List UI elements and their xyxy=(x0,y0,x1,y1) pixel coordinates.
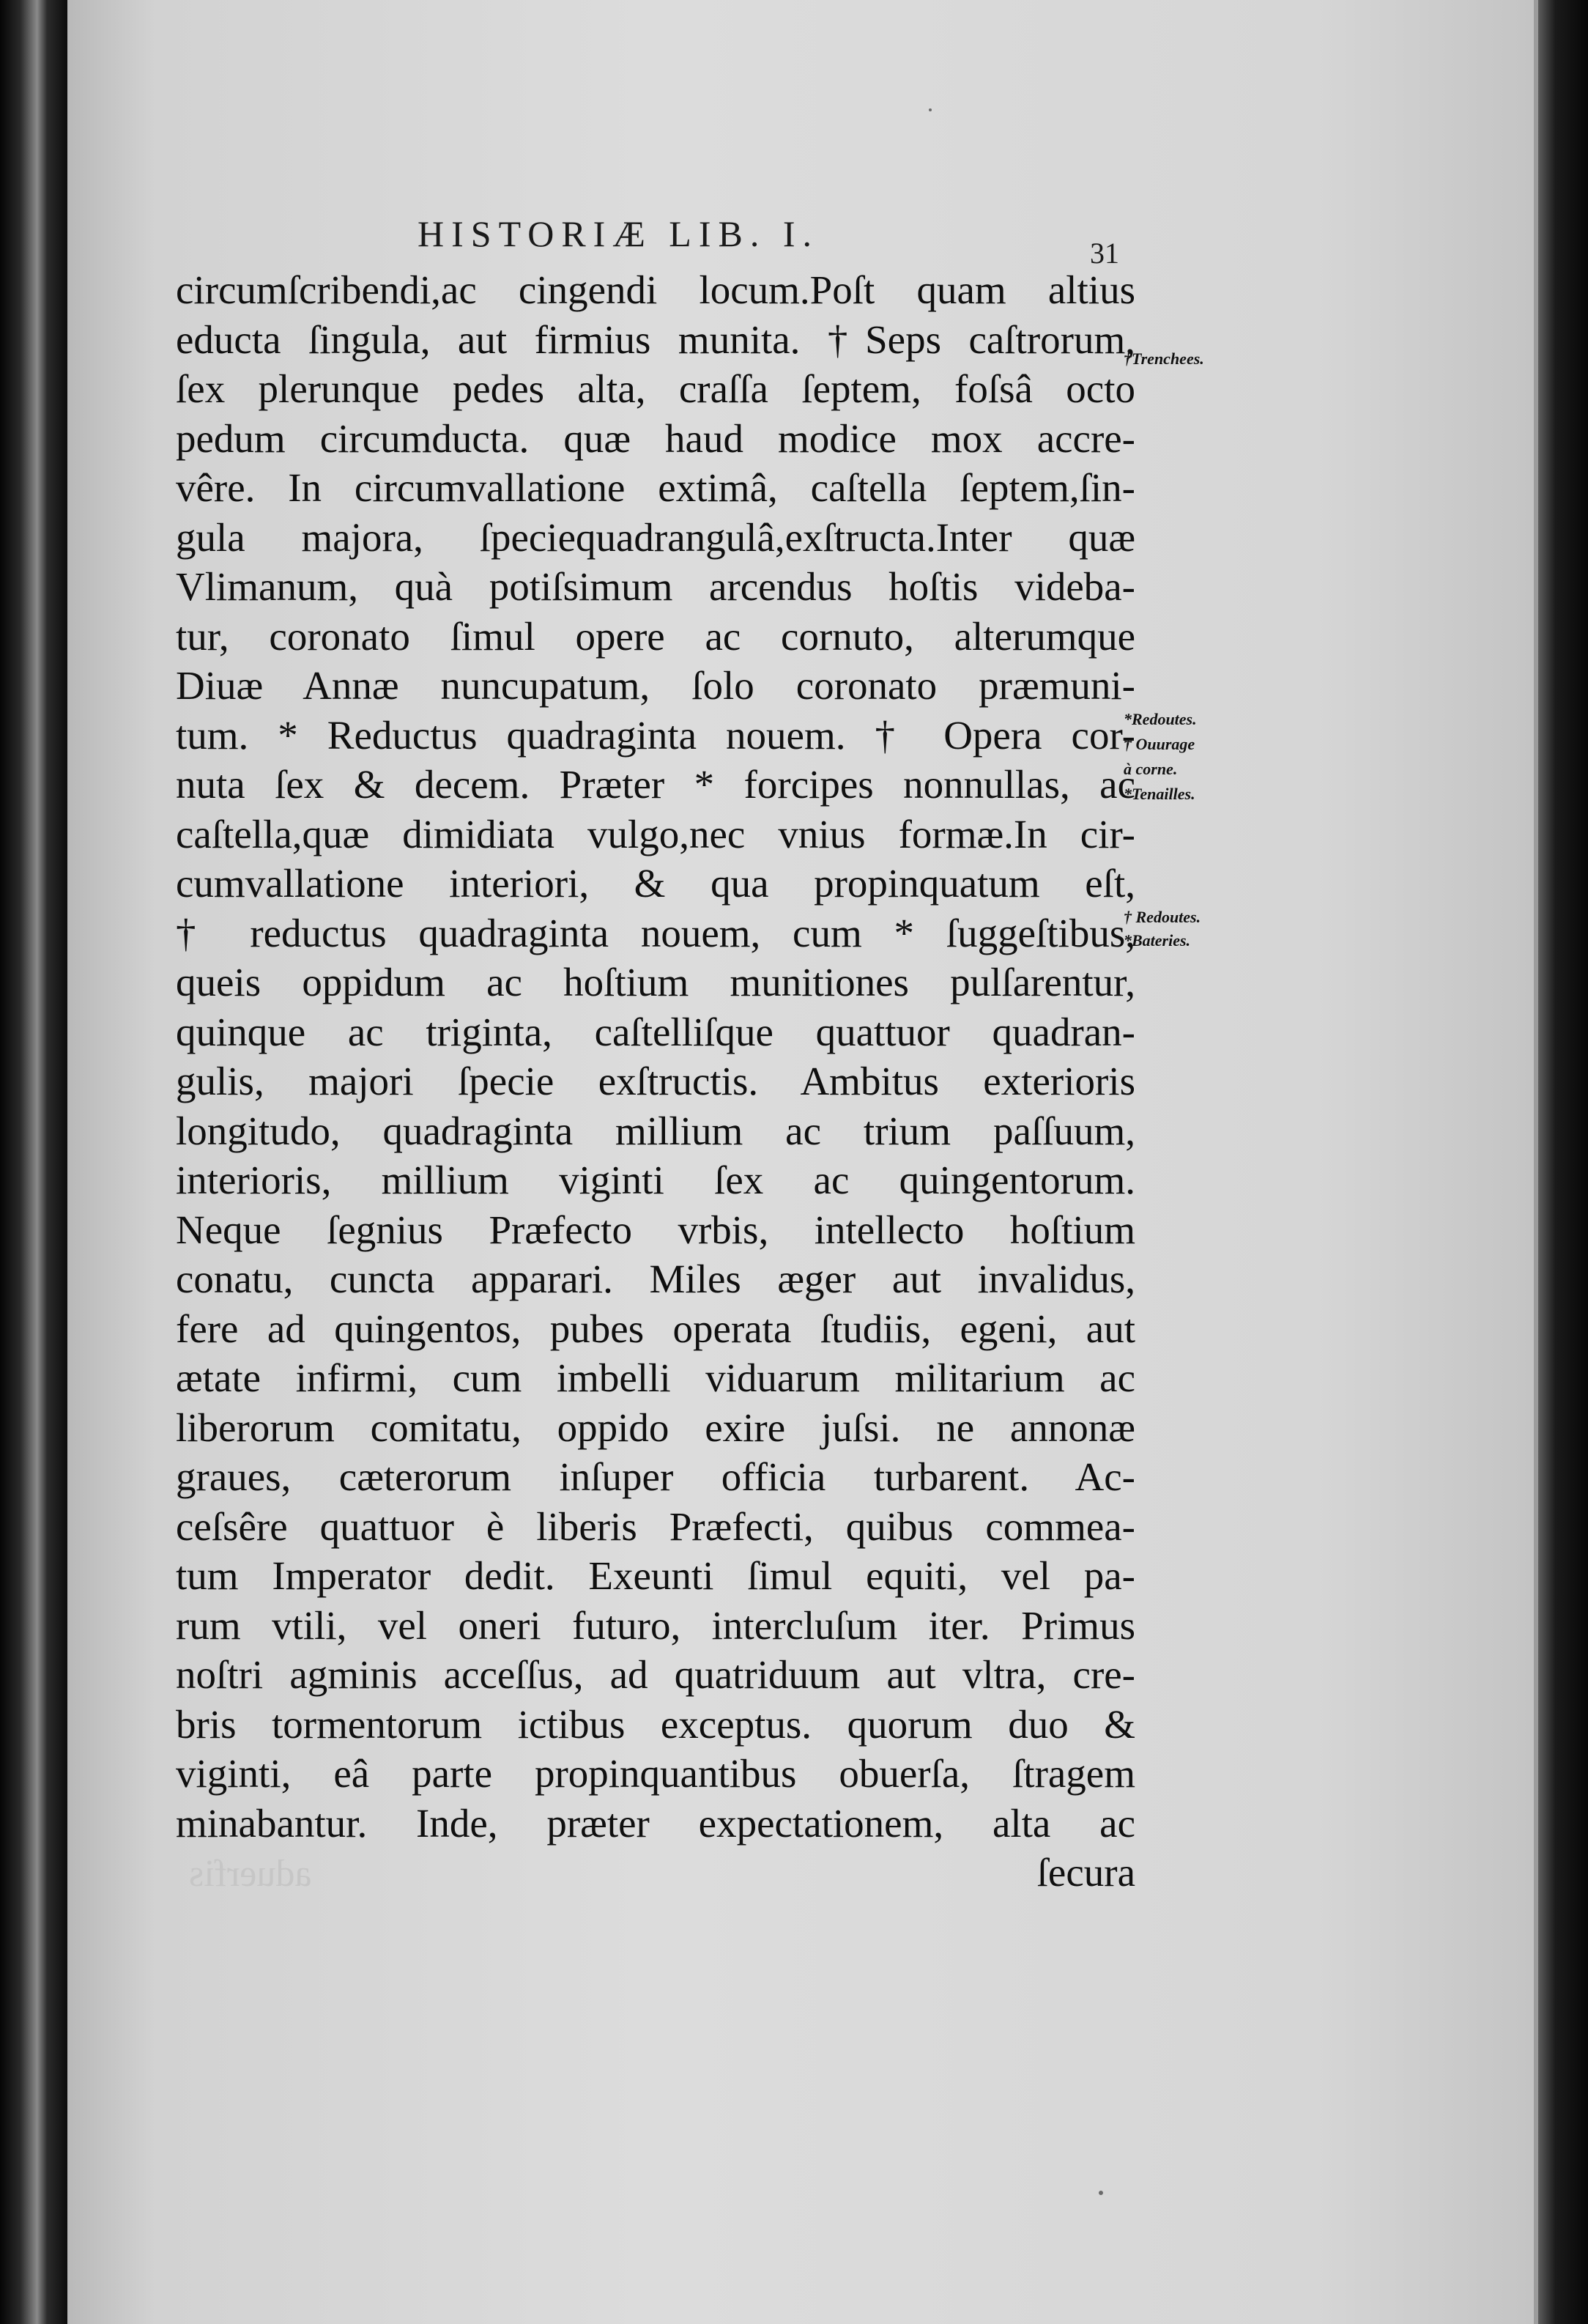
text-line: tum Imperator dedit. Exeunti ſimul equiti, vel pa- xyxy=(176,1553,1135,1598)
text-line: ſex plerunque pedes alta, craſſa ſeptem, foſsâ octo xyxy=(176,366,1135,411)
marginal-note: *Bateries. xyxy=(1124,931,1191,950)
text-line: cumvallatione interiori, & qua propinquatum eſt, xyxy=(176,861,1135,906)
catchword: ſecura xyxy=(1036,1850,1135,1895)
marginal-note: † Ouurage xyxy=(1124,735,1195,753)
text-line: tur, coronato ſimul opere ac cornuto, alterumque xyxy=(176,613,1135,659)
marginal-note: † Redoutes. xyxy=(1124,908,1201,926)
text-line: gulis, majori ſpecie exſtructis. Ambitus exterioris xyxy=(176,1059,1135,1103)
book-spine-edge xyxy=(0,0,67,2324)
marginal-note: *Redoutes. xyxy=(1124,710,1197,728)
text-line: conatu, cuncta apparari. Miles æger aut invalidus, xyxy=(176,1257,1135,1301)
body-text xyxy=(176,265,1135,1898)
text-line: Vlimanum, quà potiſsimum arcendus hoſtis videba- xyxy=(176,564,1135,609)
show-through-text: aduerfis xyxy=(189,1853,312,1895)
text-line: minabantur. Inde, præter expectationem, alta ac xyxy=(176,1800,1135,1846)
text-line: † reductus quadraginta nouem, cum * ſuggeſtibus, xyxy=(176,910,1135,955)
page-fore-edge xyxy=(1534,0,1588,2324)
marginal-note: à corne. xyxy=(1124,760,1178,778)
text-line: liberorum comitatu, oppido exire juſsi. ne annonæ xyxy=(176,1405,1135,1450)
marginal-note: *Tenailles. xyxy=(1124,785,1195,803)
text-line: ætate infirmi, cum imbelli viduarum militarium ac xyxy=(176,1355,1135,1400)
text-line: noſtri agminis acceſſus, ad quatriduum aut vltra, cre- xyxy=(176,1652,1135,1697)
text-line: educta ſingula, aut firmius munita. †Seps caſtrorum, xyxy=(176,317,1135,362)
text-line: interioris, millium viginti ſex ac quingentorum. xyxy=(176,1158,1135,1202)
text-line: Neque ſegnius Præfecto vrbis, intellecto hoſtium xyxy=(176,1207,1135,1252)
text-line: ceſsêre quattuor è liberis Præfecti, quibus commea- xyxy=(176,1503,1135,1549)
text-line: circumſcribendi,ac cingendi locum.Poſt quam altius xyxy=(176,267,1135,312)
text-line: viginti, eâ parte propinquantibus obuerſa, ſtragem xyxy=(176,1751,1135,1796)
text-line: tum. * Reductus quadraginta nouem. † Opera cor- xyxy=(176,712,1135,758)
text-line: graues, cæterorum inſuper officia turbarent. Ac- xyxy=(176,1454,1135,1499)
text-line: gula majora, ſpeciequadrangulâ,exſtructa.Inter quæ xyxy=(176,514,1135,560)
text-line: quinque ac triginta, caſtelliſque quattuor quadran- xyxy=(176,1009,1135,1054)
text-line: Diuæ Annæ nuncupatum, ſolo coronato præmuni- xyxy=(176,663,1135,708)
text-line: longitudo, quadraginta millium ac trium paſſuum, xyxy=(176,1108,1135,1153)
text-line: rum vtili, vel oneri futuro, intercluſum iter. Primus xyxy=(176,1602,1135,1648)
paper-speck xyxy=(929,108,932,111)
running-head: HISTORIÆ LIB. I. xyxy=(418,213,819,254)
text-line: bris tormentorum ictibus exceptus. quorum duo & xyxy=(176,1701,1135,1747)
marginal-note: †Trenchees. xyxy=(1124,349,1204,368)
text-line: nuta ſex & decem. Præter * forcipes nonnullas, ac xyxy=(176,762,1135,807)
text-line: pedum circumducta. quæ haud modice mox accre- xyxy=(176,415,1135,461)
text-line: caſtella,quæ dimidiata vulgo,nec vnius formæ.In cir- xyxy=(176,811,1135,856)
paper-speck xyxy=(1099,2191,1103,2195)
text-line: queis oppidum ac hoſtium munitiones pulſarentur, xyxy=(176,960,1135,1004)
page-number: 31 xyxy=(1090,237,1119,270)
text-line: fere ad quingentos, pubes operata ſtudiis, egeni, aut xyxy=(176,1306,1135,1351)
text-line: vêre. In circumvallatione extimâ, caſtella ſeptem,ſin- xyxy=(176,465,1135,510)
